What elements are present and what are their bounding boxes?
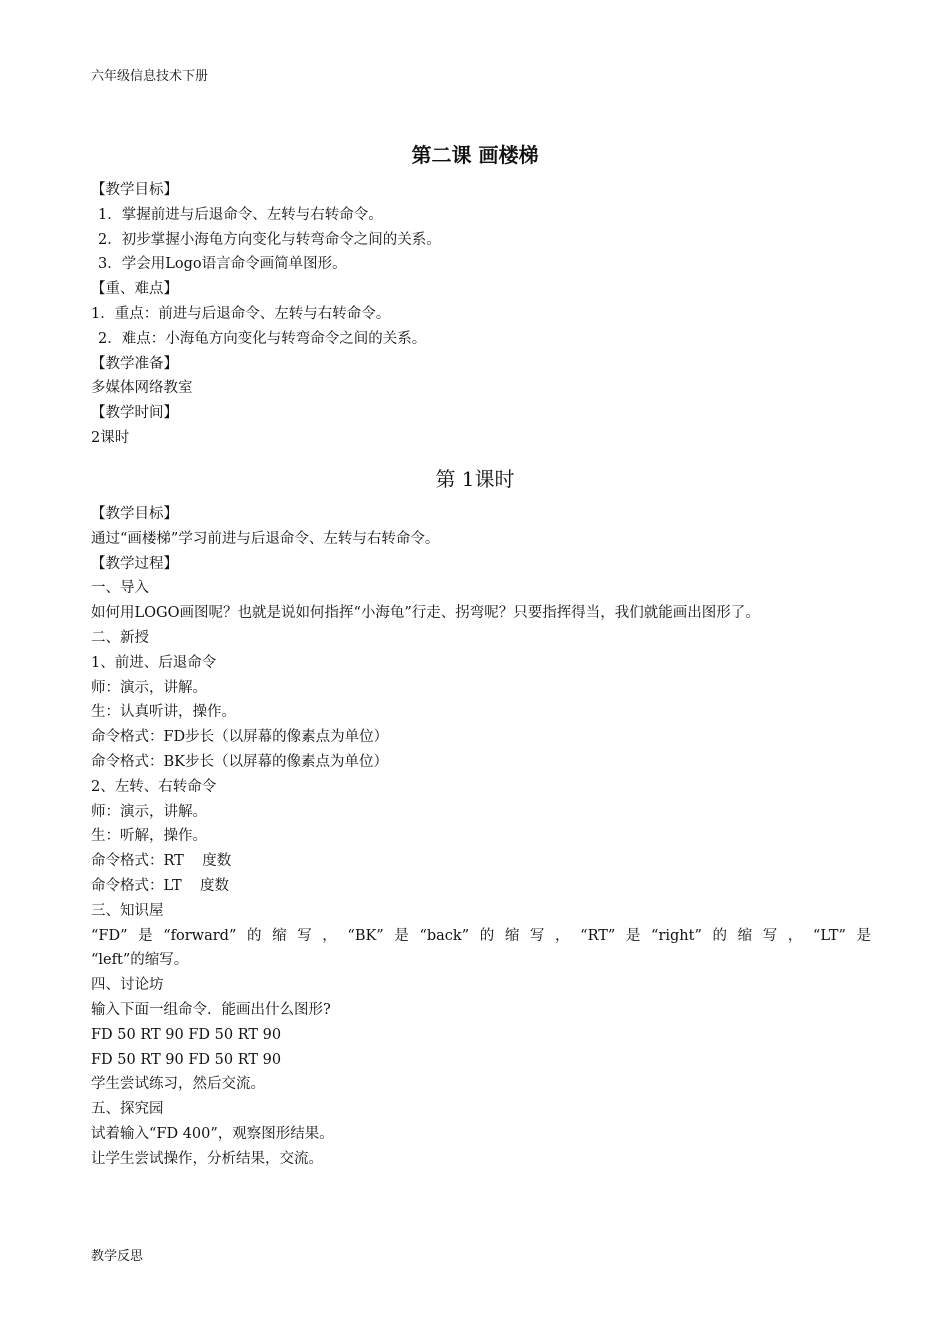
process-line: 二、新授 — [91, 629, 149, 646]
keypoint-item: 2．难点：小海龟方向变化与转弯命令之间的关系。 — [98, 330, 427, 347]
process-line: 三、知识屋 — [91, 902, 164, 919]
keypoint-item: 1．重点：前进与后退命令、左转与右转命令。 — [91, 305, 391, 322]
page-header: 六年级信息技术下册 — [91, 69, 209, 84]
process-line: 命令格式：BK步长（以屏幕的像素点为单位） — [91, 753, 388, 770]
page-footer: 教学反思 — [91, 1249, 144, 1264]
process-heading: 【教学过程】 — [91, 555, 178, 572]
time-heading: 【教学时间】 — [91, 405, 178, 422]
prep-text: 多媒体网络教室 — [91, 380, 193, 397]
process-line: 五、探究园 — [91, 1101, 164, 1118]
process-line: 命令格式：FD步长（以屏幕的像素点为单位） — [91, 729, 389, 746]
process-line: 命令格式：RT 度数 — [91, 853, 232, 870]
process-line: 输入下面一组命令．能画出什么图形? — [91, 1001, 331, 1018]
process-line: 师：演示，讲解。 — [91, 679, 207, 696]
process-line: 1、前进、后退命令 — [91, 654, 217, 671]
process-line: 如何用LOGO画图呢？也就是说如何指挥“小海龟”行走、拐弯呢？只要指挥得当，我们就能画出图形了。 — [91, 605, 760, 622]
lesson-goals-heading: 【教学目标】 — [91, 506, 178, 522]
process-line: 让学生尝试操作，分析结果，交流。 — [91, 1150, 323, 1167]
lesson-title: 第二课 画楼梯 — [411, 143, 539, 167]
intro-section — [91, 178, 871, 451]
goals-heading: 【教学目标】 — [91, 182, 178, 198]
time-text: 2课时 — [91, 429, 130, 446]
process-line: 2、左转、右转命令 — [91, 778, 217, 795]
knowledge-text: “FD”是“forward”的缩写，“BK”是“back”的缩写，“RT”是“right”的缩写，“LT”是 — [91, 927, 871, 944]
lesson-section — [91, 502, 871, 1172]
goal-item: 3．学会用Logo语言命令画简单图形。 — [98, 256, 347, 273]
process-line: 师：演示，讲解。 — [91, 803, 207, 820]
lesson-period-title: 第 1课时 — [435, 467, 515, 491]
goal-item: 2．初步掌握小海龟方向变化与转弯命令之间的关系。 — [98, 231, 441, 248]
process-line: 学生尝试练习，然后交流。 — [91, 1076, 265, 1093]
prep-heading: 【教学准备】 — [91, 355, 178, 372]
command-line: FD 50 RT 90 FD 50 RT 90 — [91, 1051, 282, 1068]
keypoints-heading: 【重、难点】 — [91, 281, 178, 298]
command-line: FD 50 RT 90 FD 50 RT 90 — [91, 1026, 282, 1043]
goal-item: 1．掌握前进与后退命令、左转与右转命令。 — [98, 206, 383, 223]
process-line: 试着输入“FD 400”，观察图形结果。 — [91, 1125, 334, 1142]
process-line: 四、讨论坊 — [91, 977, 164, 994]
process-line: 生：认真听讲，操作。 — [91, 704, 236, 721]
process-line: 生：听解，操作。 — [91, 828, 207, 845]
lesson-goal: 通过“画楼梯”学习前进与后退命令、左转与右转命令。 — [91, 530, 440, 547]
process-line: 命令格式：LT 度数 — [91, 877, 230, 894]
knowledge-text: “left”的缩写。 — [91, 952, 189, 969]
process-line: 一、导入 — [91, 580, 149, 597]
